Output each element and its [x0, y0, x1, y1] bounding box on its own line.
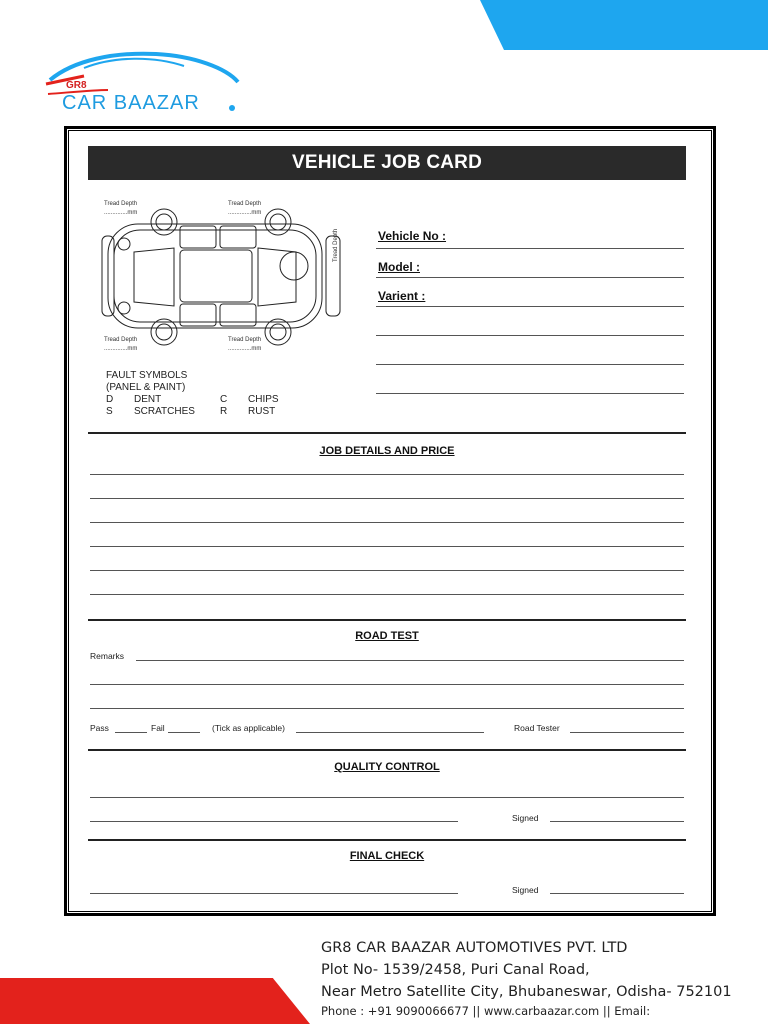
- model-label: Model :: [378, 260, 420, 274]
- tread-depth-rear-left: Tread Depth ..............mm: [104, 337, 138, 352]
- remarks-line[interactable]: [90, 708, 684, 709]
- tread-depth-spare: Tread Depth: [333, 228, 339, 262]
- qc-signature-field[interactable]: [550, 821, 684, 822]
- fault-name: SCRATCHES: [134, 406, 195, 417]
- fault-code: D: [106, 394, 114, 405]
- variant-field[interactable]: [376, 306, 684, 307]
- address-line-2: Near Metro Satellite City, Bhubaneswar, Odisha- 752101: [321, 984, 732, 1000]
- section-divider: [88, 839, 686, 841]
- fault-name: RUST: [248, 406, 276, 417]
- fc-signed-label: Signed: [512, 885, 539, 895]
- fault-name: CHIPS: [248, 394, 279, 405]
- fault-code: S: [106, 406, 113, 417]
- variant-label: Varient :: [378, 289, 426, 303]
- logo-gr8: GR8: [66, 80, 87, 91]
- quality-control-title: QUALITY CONTROL: [334, 761, 440, 773]
- section-divider: [88, 432, 686, 434]
- contact-line: Phone : +91 9090066677 || www.carbaazar.com || Email:: [321, 1004, 651, 1018]
- final-check-line[interactable]: [90, 893, 458, 894]
- qc-signed-label: Signed: [512, 813, 539, 823]
- pass-field[interactable]: [115, 732, 147, 733]
- blank-line[interactable]: [376, 393, 684, 394]
- quality-control-line[interactable]: [90, 821, 458, 822]
- remarks-field[interactable]: [136, 660, 684, 661]
- tread-depth-rear-right: Tread Depth ..............mm: [228, 337, 262, 352]
- fault-code: R: [220, 406, 228, 417]
- fail-label: Fail: [151, 723, 165, 733]
- vehicle-no-label: Vehicle No :: [378, 229, 447, 243]
- job-details-line[interactable]: [90, 570, 684, 571]
- vehicle-no-field[interactable]: [376, 248, 684, 249]
- road-test-title: ROAD TEST: [355, 630, 419, 642]
- tread-depth-front-left: Tread Depth ..............mm: [104, 201, 138, 216]
- final-check-title: FINAL CHECK: [349, 850, 425, 862]
- remarks-line[interactable]: [90, 684, 684, 685]
- header-accent-bar: [480, 0, 768, 50]
- job-details-line[interactable]: [90, 546, 684, 547]
- road-tester-field[interactable]: [570, 732, 684, 733]
- section-divider: [88, 749, 686, 751]
- job-details-line[interactable]: [90, 522, 684, 523]
- model-field[interactable]: [376, 277, 684, 278]
- company-name: GR8 CAR BAAZAR AUTOMOTIVES PVT. LTD: [321, 940, 628, 956]
- footer-accent-bar: [0, 978, 310, 1024]
- form-title: VEHICLE JOB CARD: [88, 146, 686, 180]
- tick-field[interactable]: [296, 732, 484, 733]
- road-tester-label: Road Tester: [514, 723, 560, 733]
- job-details-title: JOB DETAILS AND PRICE: [319, 445, 455, 457]
- blank-line[interactable]: [376, 364, 684, 365]
- section-divider: [88, 619, 686, 621]
- job-details-line[interactable]: [90, 498, 684, 499]
- job-details-line[interactable]: [90, 474, 684, 475]
- fault-code: C: [220, 394, 228, 405]
- pass-label: Pass: [90, 723, 109, 733]
- fault-symbols-legend: [106, 370, 308, 418]
- tick-instruction: (Tick as applicable): [212, 723, 285, 733]
- address-line-1: Plot No- 1539/2458, Puri Canal Road,: [321, 962, 590, 978]
- blank-line[interactable]: [376, 335, 684, 336]
- fail-field[interactable]: [168, 732, 200, 733]
- tread-depth-front-right: Tread Depth ..............mm: [228, 201, 262, 216]
- fault-symbols-subheading: (PANEL & PAINT): [106, 382, 186, 393]
- remarks-label: Remarks: [90, 651, 125, 661]
- job-details-line[interactable]: [90, 594, 684, 595]
- logo-wordmark: CAR BAAZAR: [62, 92, 200, 114]
- fc-signature-field[interactable]: [550, 893, 684, 894]
- fault-symbols-heading: FAULT SYMBOLS: [106, 370, 188, 381]
- fault-name: DENT: [134, 394, 162, 405]
- quality-control-line[interactable]: [90, 797, 684, 798]
